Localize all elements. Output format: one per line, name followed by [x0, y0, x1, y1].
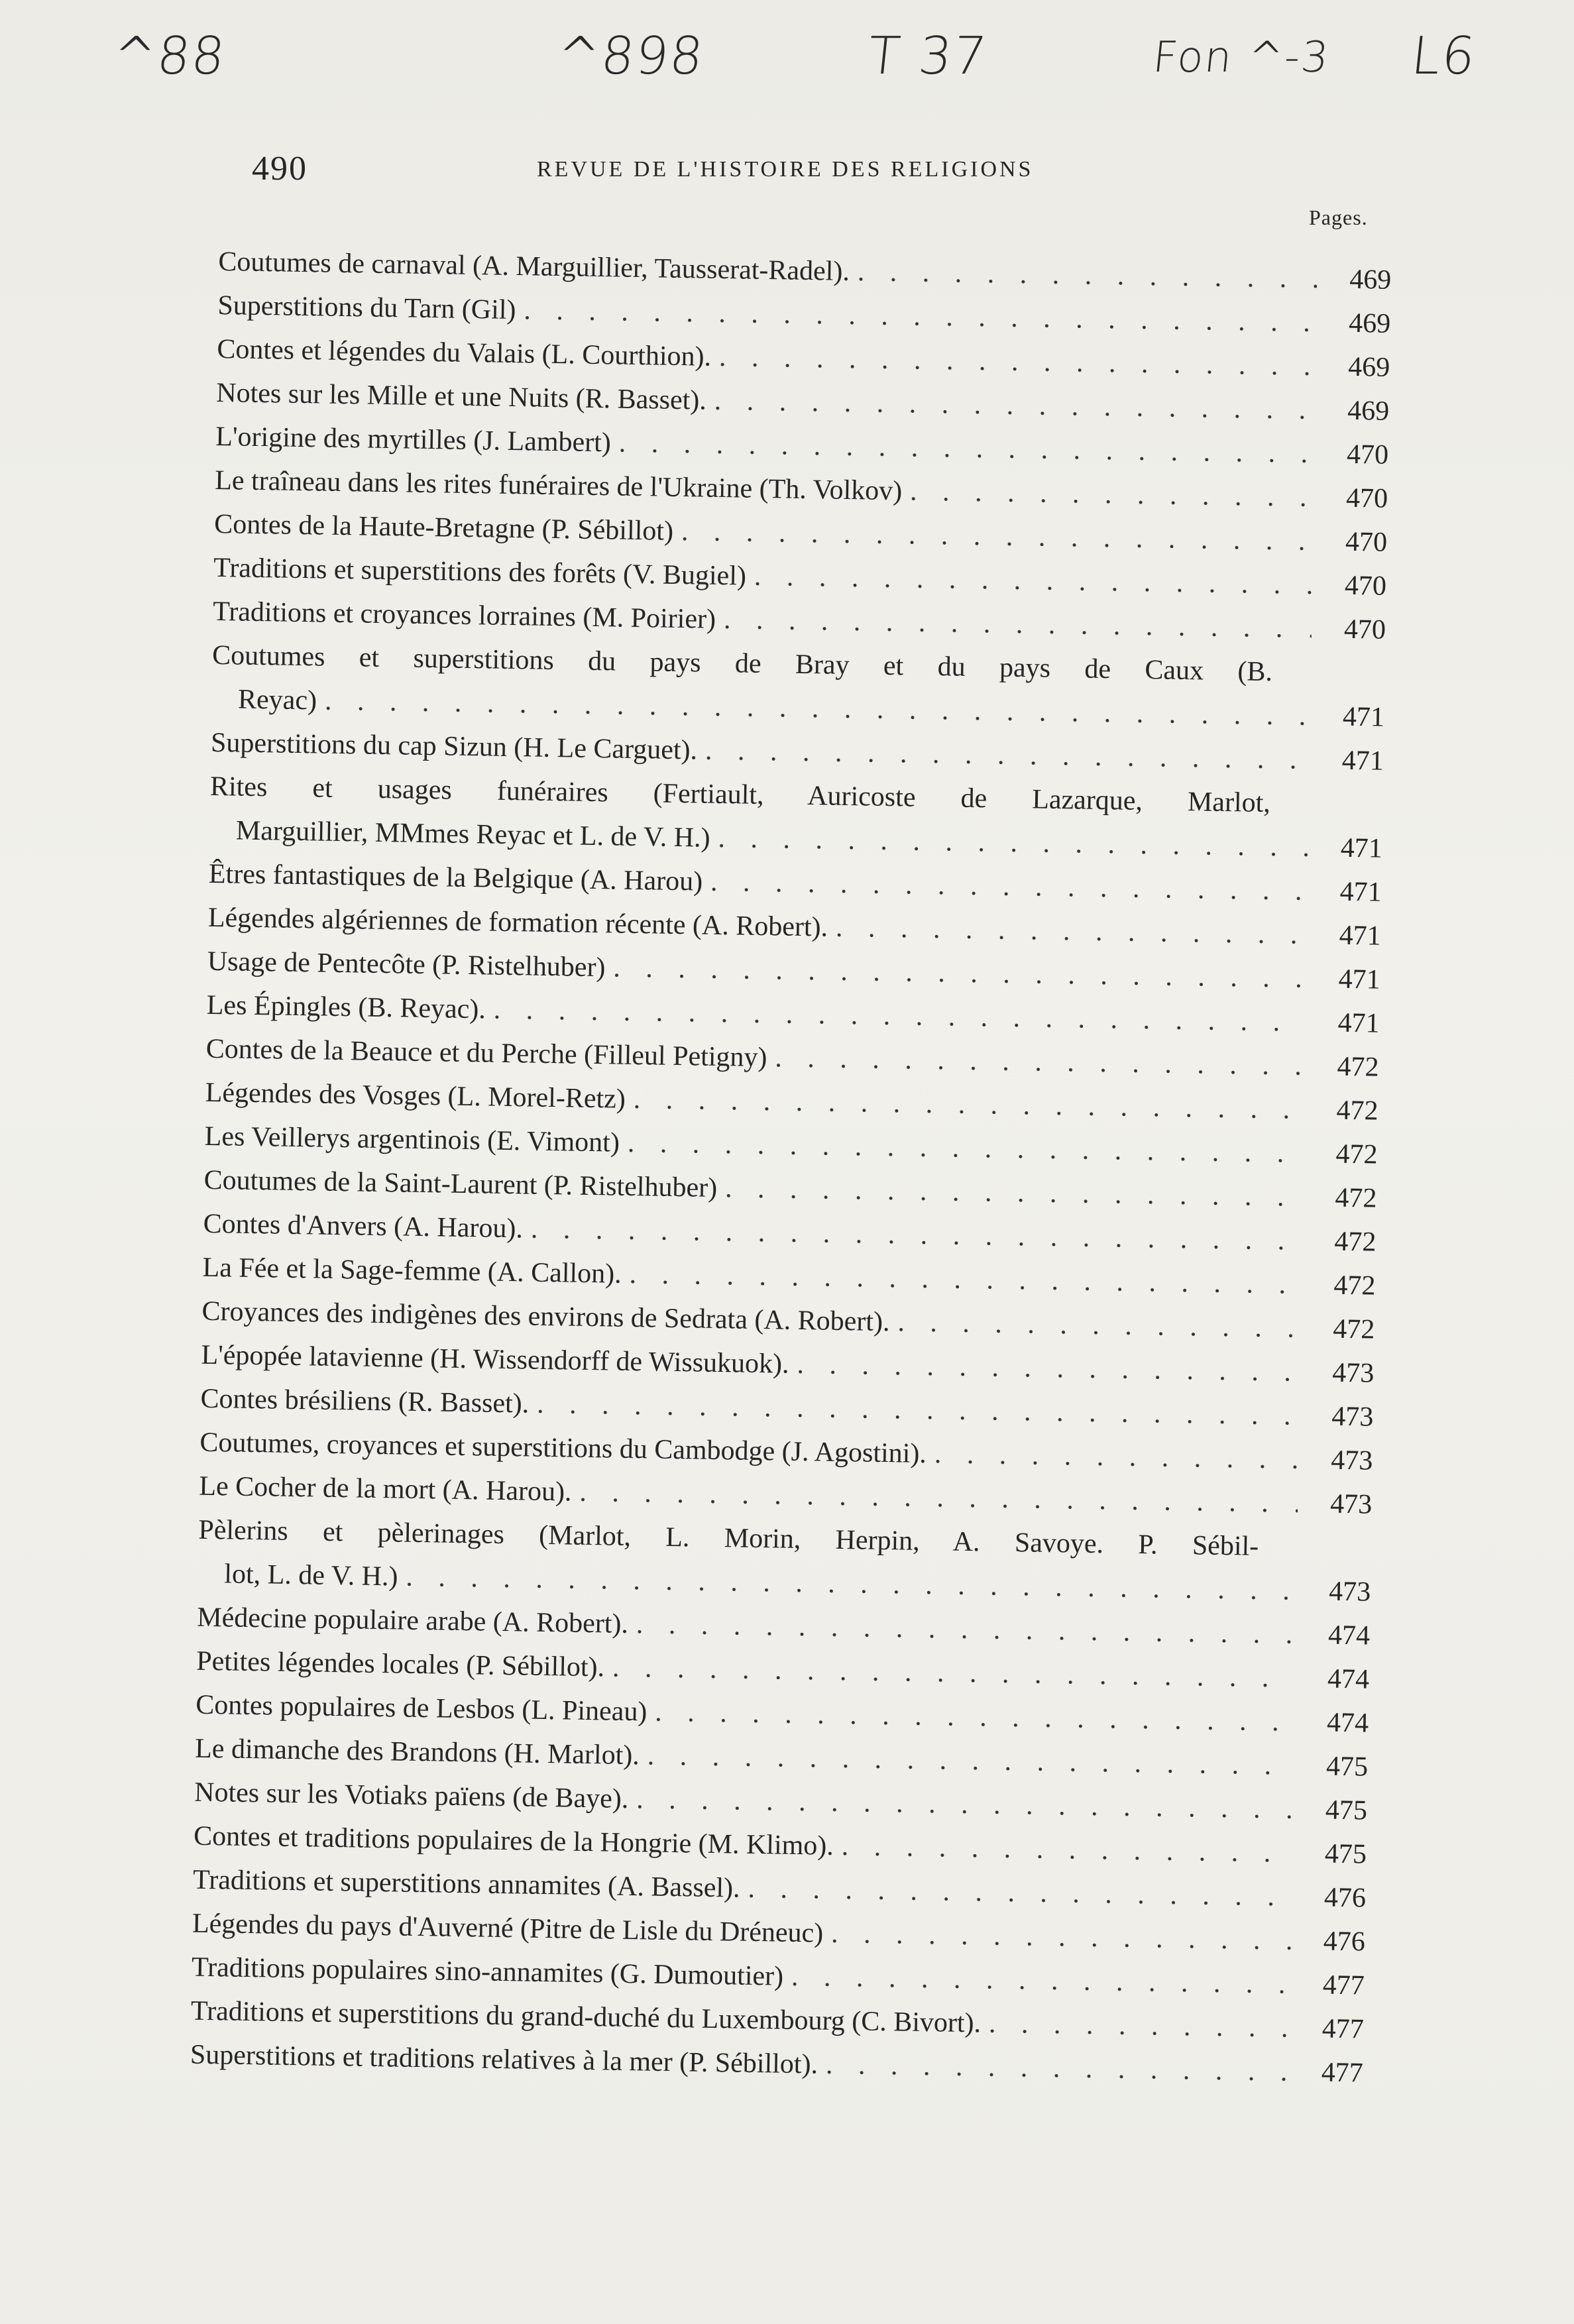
toc-entry-title: Croyances des indigènes des environs de Sedrata (A. Robert).	[201, 1296, 890, 1338]
page-number: 490	[252, 150, 308, 188]
toc-entry-title: Légendes des Vosges (L. Morel-Retz)	[205, 1077, 626, 1115]
leader-dots	[910, 469, 1314, 520]
toc-entry-title: Rites et usages funéraires (Fertiault, Auricoste de Lazarque, Marlot,	[209, 771, 1271, 819]
toc-entry-page: 469	[1349, 264, 1392, 296]
toc-entry-title: Traditions et superstitions annamites (A. Bassel).	[192, 1864, 740, 1904]
toc-entry-title: Le dimanche des Brandons (H. Marlot).	[194, 1733, 640, 1771]
page-header	[252, 149, 1392, 195]
handwritten-note: T 37	[865, 27, 991, 86]
toc-entry-page: 472	[1335, 1182, 1377, 1214]
toc-entry-page: 471	[1338, 964, 1381, 995]
toc-entry-title: Pèlerins et pèlerinages (Marlot, L. Morin, Herpin, A. Savoye. P. Sébil-	[198, 1514, 1259, 1562]
toc-entry-page: 470	[1345, 482, 1388, 514]
leader-dots	[791, 1955, 1291, 2007]
leader-dots	[857, 250, 1317, 301]
toc-entry-page: 475	[1325, 1795, 1368, 1826]
toc-entry-title: Contes d'Anvers (A. Harou).	[203, 1208, 524, 1245]
toc-entry-page: 474	[1327, 1663, 1370, 1695]
toc-entry-page: 473	[1331, 1357, 1375, 1389]
toc-entry-title: Contes de la Beauce et du Perche (Filleul Petigny)	[205, 1033, 767, 1074]
toc-entry-title: Traditions populaires sino-annamites (G. Dumoutier)	[191, 1952, 784, 1992]
toc-entry-page: 472	[1337, 1051, 1379, 1083]
toc-entry-title: Êtres fantastiques de la Belgique (A. Harou)	[208, 858, 703, 897]
toc-entry-title-continued: Reyac)	[237, 684, 317, 716]
toc-entry-title: L'origine des myrtilles (J. Lambert)	[215, 421, 612, 459]
toc-entry-title: Contes de la Haute-Bretagne (P. Sébillot)	[213, 508, 674, 547]
toc-entry-title: Traditions et superstitions du grand-duché du Luxembourg (C. Bivort).	[190, 1995, 982, 2039]
toc-entry-title: Les Veillerys argentinois (E. Vimont)	[204, 1121, 620, 1158]
toc-entry-title: L'épopée latavienne (H. Wissendorff de Wissukuok).	[201, 1339, 789, 1380]
toc-entry-page: 477	[1321, 2057, 1364, 2089]
toc-entry-page: 472	[1333, 1313, 1375, 1345]
table-of-contents	[190, 240, 1391, 2095]
toc-entry-page: 477	[1322, 1969, 1365, 2001]
toc-entry-page: 471	[1337, 1007, 1380, 1039]
toc-entry-page: 470	[1345, 526, 1388, 558]
toc-entry-page: 473	[1329, 1488, 1373, 1520]
leader-dots	[748, 1867, 1292, 1919]
toc-entry-title: Usage de Pentecôte (P. Ristelhuber)	[207, 946, 606, 983]
toc-entry-page: 471	[1342, 701, 1385, 733]
handwritten-note: ^898	[553, 27, 707, 86]
handwritten-note: L6	[1408, 27, 1479, 86]
toc-entry-title: Petites légendes locales (P. Sébillot).	[196, 1645, 605, 1683]
toc-entry-page: 475	[1325, 1751, 1369, 1783]
leader-dots	[797, 1343, 1300, 1394]
handwritten-note: ^88	[109, 27, 229, 86]
leader-dots	[934, 1432, 1298, 1482]
toc-entry-page: 471	[1339, 920, 1382, 952]
pages-column-label: Pages.	[1309, 205, 1368, 229]
leader-dots	[989, 2002, 1290, 2050]
toc-entry-title: La Fée et la Sage-femme (A. Callon).	[202, 1252, 622, 1290]
toc-entry-page: 469	[1348, 307, 1391, 339]
running-title: REVUE DE L'HISTOIRE DES RELIGIONS	[537, 157, 1034, 182]
leader-dots	[775, 1036, 1305, 1088]
toc-entry-page: 470	[1346, 439, 1389, 470]
toc-entry-page: 471	[1341, 745, 1384, 777]
toc-entry-title: Contes et traditions populaires de la Hongrie (M. Klimo).	[193, 1820, 834, 1861]
leader-dots	[826, 2043, 1290, 2094]
toc-entry-page: 469	[1347, 395, 1390, 427]
toc-entry-page: 477	[1321, 2013, 1365, 2045]
leader-dots	[897, 1300, 1301, 1351]
toc-entry-page: 474	[1327, 1620, 1371, 1651]
toc-entry-title: Contes populaires de Lesbos (L. Pineau)	[195, 1689, 647, 1728]
toc-entry-title: Légendes du pays d'Auverné (Pitre de Lisle du Dréneuc)	[192, 1908, 824, 1949]
toc-entry-page: 470	[1343, 614, 1386, 645]
toc-entry-page: 475	[1324, 1838, 1367, 1870]
toc-entry-title-continued: Marguillier, MMmes Reyac et L. de V. H.)	[235, 815, 710, 854]
handwritten-note: Fon ^-3	[1151, 33, 1332, 82]
toc-entry-page: 472	[1335, 1138, 1378, 1170]
toc-entry-page: 476	[1323, 1882, 1367, 1914]
toc-entry-page: 473	[1331, 1401, 1374, 1433]
toc-entry-title: Notes sur les Mille et une Nuits (R. Basset).	[216, 377, 707, 416]
toc-entry-page: 473	[1328, 1576, 1371, 1608]
toc-entry-title: Superstitions du Tarn (Gil)	[217, 290, 516, 326]
leader-dots	[831, 1912, 1292, 1963]
toc-entry-title-continued: lot, L. de V. H.)	[224, 1559, 398, 1592]
toc-entry-title: Les Épingles (B. Reyac).	[206, 989, 486, 1025]
toc-entry-page: 476	[1323, 1926, 1366, 1958]
toc-entry-page: 469	[1347, 351, 1390, 383]
toc-entry-title: Contes et légendes du Valais (L. Courthion).	[217, 333, 712, 372]
toc-entry-page: 472	[1334, 1226, 1377, 1258]
toc-entry-title: Coutumes et superstitions du pays de Bray et du pays de Caux (B.	[211, 639, 1273, 688]
toc-entry-title: Le Cocher de la mort (A. Harou).	[199, 1470, 572, 1508]
toc-entry-page: 471	[1340, 832, 1383, 864]
toc-entry-title: Notes sur les Votiaks païens (de Baye).	[194, 1777, 629, 1814]
toc-entry-title: Superstitions du cap Sizun (H. Le Carguet).	[210, 727, 698, 766]
toc-entry-title: Coutumes de carnaval (A. Marguillier, Tausserat-Radel).	[218, 246, 850, 287]
toc-entry-page: 472	[1333, 1270, 1376, 1301]
toc-entry-title: Médecine populaire arabe (A. Robert).	[196, 1602, 629, 1639]
toc-entry-title: Traditions et croyances lorraines (M. Poirier)	[212, 596, 716, 635]
toc-entry-page: 471	[1339, 876, 1382, 908]
toc-entry-page: 472	[1336, 1095, 1378, 1127]
toc-entry-title: Légendes algériennes de formation récente (A. Robert).	[207, 902, 828, 943]
handwritten-annotations	[0, 27, 1574, 119]
toc-entry-title: Coutumes, croyances et superstitions du Cambodge (J. Agostini).	[199, 1427, 927, 1469]
toc-entry-title: Le traîneau dans les rites funéraires de l'Ukraine (Th. Volkov)	[214, 465, 903, 507]
toc-entry-title: Superstitions et traditions relatives à la mer (P. Sébillot).	[190, 2039, 818, 2080]
toc-entry-page: 470	[1344, 570, 1387, 602]
leader-dots	[841, 1824, 1292, 1875]
toc-entry-page: 473	[1330, 1445, 1373, 1476]
toc-entry-title: Traditions et superstitions des forêts (V. Bugiel)	[213, 552, 747, 592]
toc-entry-page: 474	[1326, 1707, 1369, 1739]
leader-dots	[836, 906, 1308, 957]
toc-entry-title: Coutumes de la Saint-Laurent (P. Ristelhuber)	[203, 1164, 718, 1203]
toc-entry-title: Contes brésiliens (R. Basset).	[200, 1383, 530, 1419]
